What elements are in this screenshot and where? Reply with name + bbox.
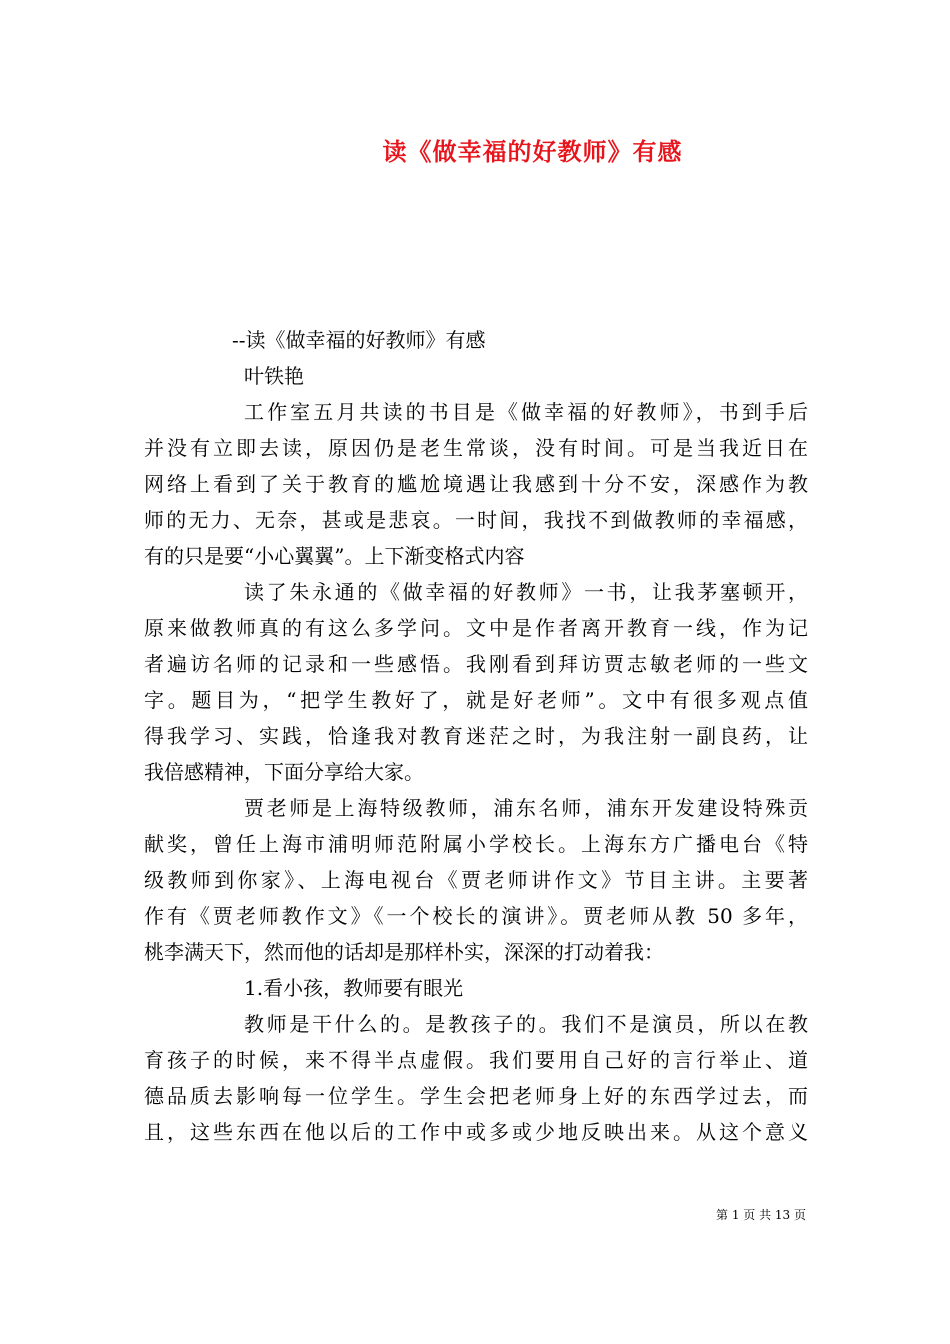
page-number: 第 1 页 共 13 页 [716, 1208, 806, 1222]
author-name: 叶铁艳 [244, 364, 304, 388]
subtitle: --读《做幸福的好教师》有感 [232, 328, 486, 352]
paragraph-line: 原来做教师真的有这么多学问。文中是作者离开教育一线，作为记 [144, 616, 808, 640]
document-body [144, 322, 808, 1150]
paragraph-line: 有的只是要“小心翼翼”。上下渐变格式内容 [144, 544, 525, 568]
paragraph-line: 教师是干什么的。是教孩子的。我们不是演员，所以在教 [244, 1012, 808, 1036]
paragraph-4 [144, 1006, 808, 1150]
paragraph-line: 桃李满天下，然而他的话却是那样朴实，深深的打动着我： [144, 940, 664, 964]
section-heading [144, 970, 808, 1006]
paragraph-2 [144, 574, 808, 790]
paragraph-line: 育孩子的时候，来不得半点虚假。我们要用自己好的言行举止、道 [144, 1048, 808, 1072]
paragraph-line: 级教师到你家》、上海电视台《贾老师讲作文》节目主讲。主要著 [144, 868, 808, 892]
paragraph-line: 工作室五月共读的书目是《做幸福的好教师》，书到手后 [244, 400, 808, 424]
paragraph-line: 并没有立即去读，原因仍是老生常谈，没有时间。可是当我近日在 [144, 436, 808, 460]
paragraph-1 [144, 394, 808, 574]
paragraph-line: 作有《贾老师教作文》《一个校长的演讲》。贾老师从教 50 多年， [144, 904, 808, 928]
paragraph-line: 字。题目为，“把学生教好了，就是好老师”。文中有很多观点值 [144, 688, 808, 712]
paragraph-line: 得我学习、实践，恰逢我对教育迷茫之时，为我注射一副良药，让 [144, 724, 808, 748]
paragraph-line: 献奖，曾任上海市浦明师范附属小学校长。上海东方广播电台《特 [144, 832, 808, 856]
document-title: 读《做幸福的好教师》有感 [382, 137, 683, 166]
paragraph-line: 读了朱永通的《做幸福的好教师》一书，让我茅塞顿开， [244, 580, 808, 604]
paragraph-line: 者遍访名师的记录和一些感悟。我刚看到拜访贾志敏老师的一些文 [144, 652, 808, 676]
paragraph-line: 德品质去影响每一位学生。学生会把老师身上好的东西学过去，而 [144, 1084, 808, 1108]
paragraph-line: 我倍感精神，下面分享给大家。 [144, 760, 424, 784]
section-heading-text: 1.看小孩，教师要有眼光 [244, 976, 464, 1000]
paragraph-line: 贾老师是上海特级教师，浦东名师，浦东开发建设特殊贡 [244, 796, 808, 820]
paragraph-line: 师的无力、无奈，甚或是悲哀。一时间，我找不到做教师的幸福感， [144, 508, 808, 532]
paragraph-line: 网络上看到了关于教育的尴尬境遇让我感到十分不安，深感作为教 [144, 472, 808, 496]
paragraph-line: 且，这些东西在他以后的工作中或多或少地反映出来。从这个意义 [144, 1120, 808, 1144]
paragraph-3 [144, 790, 808, 970]
